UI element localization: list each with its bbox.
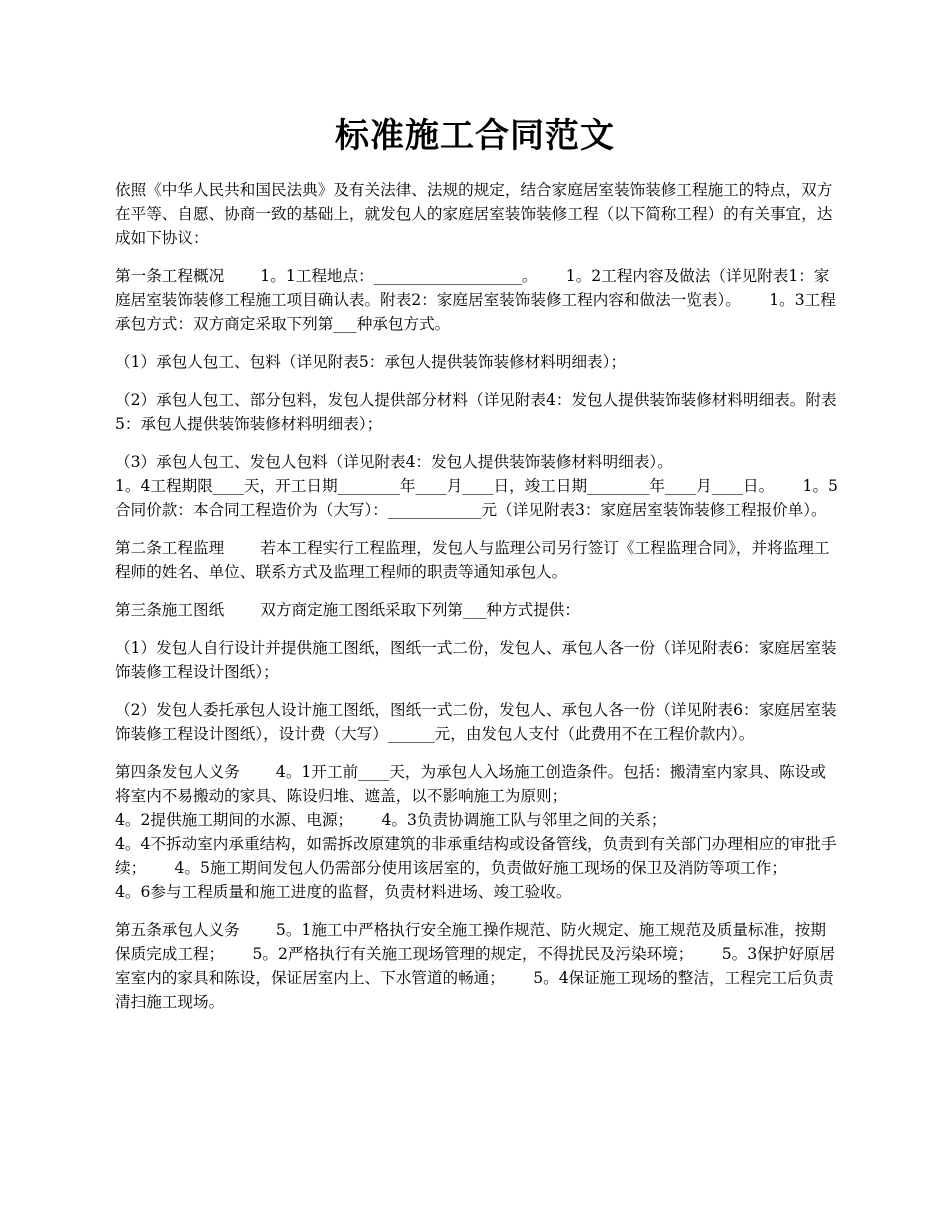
document-title: 标准施工合同范文	[335, 116, 615, 156]
preamble-paragraph: 依照《中华人民共和国民法典》及有关法律、法规的规定，结合家庭居室装饰装修工程施工的特点，双方在平等、自愿、协商一致的基础上，就发包人的家庭居室装饰装修工程（以下简称工程）的有关事宜，达成如下协议：	[115, 181, 833, 247]
document-body	[115, 178, 840, 1014]
drawing-option-1-paragraph: （1）发包人自行设计并提供施工图纸，图纸一式二份，发包人、承包人各一份（详见附表6：家庭居室装饰装修工程设计图纸）；	[115, 639, 837, 681]
contract-option-3-paragraph: （3）承包人包工、发包人包料（详见附表4：发包人提供装饰装修材料明细表）。 1。4工程期限____天，开工日期________年____月____日，竣工日期________年____月____日。 1。5合同价款：本合同工程造价为（大写）：____________元（详见附表3：家庭居室装饰装修工程报价单）。	[115, 453, 838, 519]
contract-option-2-paragraph: （2）承包人包工、部分包料，发包人提供部分材料（详见附表4：发包人提供装饰装修材料明细表。附表5：承包人提供装饰装修材料明细表）；	[115, 391, 837, 433]
article-4-paragraph: 第四条发包人义务 4。1开工前____天，为承包人入场施工创造条件。包括：搬清室内家具、陈设或将室内不易搬动的家具、陈设归堆、遮盖，以不影响施工为原则； 4。2提供施工期间的水源、电源； 4。3负责协调施工队与邻里之间的关系； 4。4不拆动室内承重结构，如需拆改原建筑的非承重结构或设备管线，负责到有关部门办理相应的审批手续； 4。5施工期间发包人仍需部分使用该居室的，负责做好施工现场的保卫及消防等项工作； 4。6参与工程质量和施工进度的监督，负责材料进场、竣工验收。	[115, 763, 837, 901]
article-1-paragraph: 第一条工程概况 1。1工程地点：___________________。 1。2工程内容及做法（详见附表1：家庭居室装饰装修工程施工项目确认表。附表2：家庭居室装饰装修工程内容和做法一览表）。 1。3工程承包方式：双方商定采取下列第___种承包方式。	[115, 267, 836, 333]
contract-option-1-paragraph: （1）承包人包工、包料（详见附表5：承包人提供装饰装修材料明细表）；	[115, 353, 627, 371]
article-5-paragraph: 第五条承包人义务 5。1施工中严格执行安全施工操作规范、防火规定、施工规范及质量标准，按期保质完成工程； 5。2严格执行有关施工现场管理的规定，不得扰民及污染环境； 5。3保护好原居室室内的家具和陈设，保证居室内上、下水管道的畅通； 5。4保证施工现场的整洁，工程完工后负责清扫施工现场。	[115, 921, 836, 1011]
article-3-paragraph: 第三条施工图纸 双方商定施工图纸采取下列第___种方式提供：	[115, 601, 580, 619]
article-2-paragraph: 第二条工程监理 若本工程实行工程监理，发包人与监理公司另行签订《工程监理合同》，并将监理工程师的姓名、单位、联系方式及监理工程师的职责等通知承包人。	[115, 539, 830, 581]
drawing-option-2-paragraph: （2）发包人委托承包人设计施工图纸，图纸一式二份，发包人、承包人各一份（详见附表6：家庭居室装饰装修工程设计图纸），设计费（大写）______元，由发包人支付（此费用不在工程价款内）。	[115, 701, 837, 743]
